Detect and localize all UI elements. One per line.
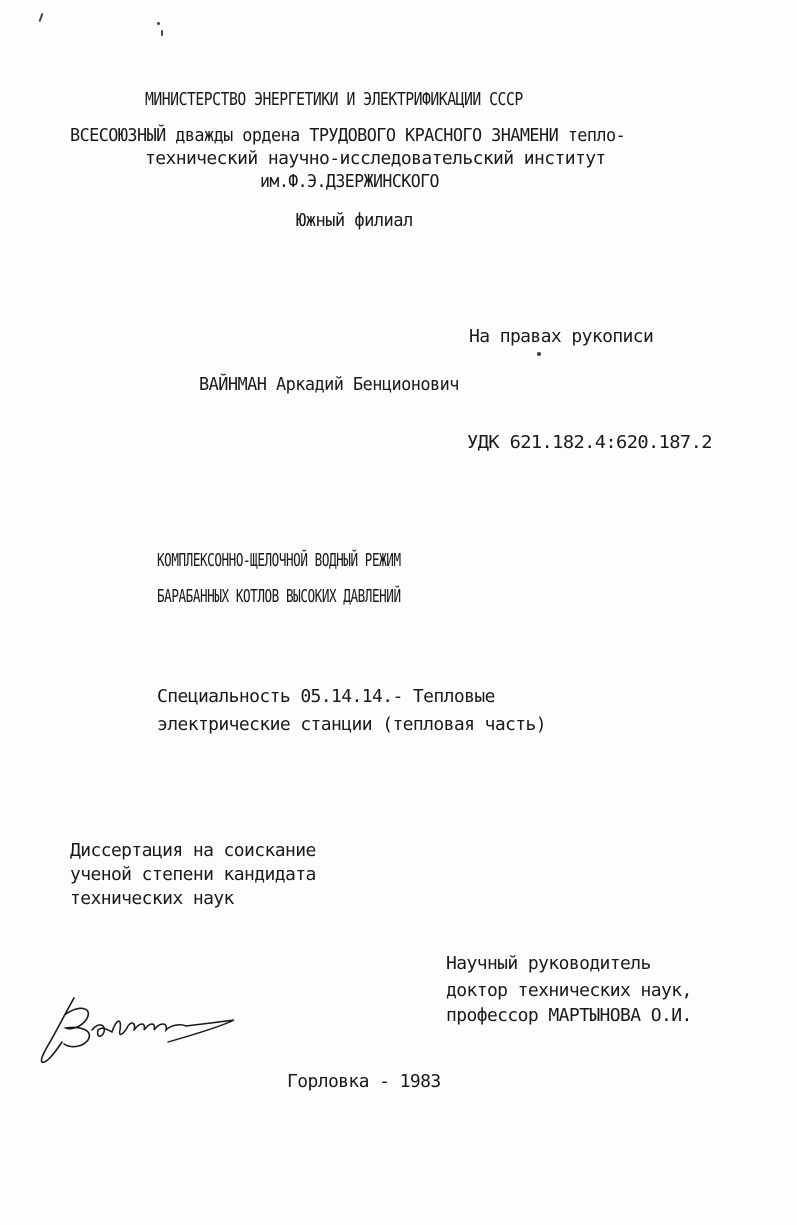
- branch-name: Южный филиал: [296, 210, 413, 231]
- scan-speck: [161, 30, 163, 36]
- scan-speck: [39, 13, 44, 22]
- institute-line-3: им.Ф.Э.ДЗЕРЖИНСКОГО: [260, 171, 439, 192]
- scan-speck: [157, 22, 160, 25]
- dissertation-title-line-2: БАРАБАННЫХ КОТЛОВ ВЫСОКИХ ДАВЛЕНИЙ: [157, 586, 401, 607]
- ministry-heading: МИНИСТЕРСТВО ЭНЕРГЕТИКИ И ЭЛЕКТРИФИКАЦИИ СССР: [145, 89, 523, 110]
- rights-note: На правах рукописи: [469, 326, 654, 347]
- author-name: ВАЙНМАН Аркадий Бенционович: [199, 374, 459, 395]
- specialty-line-1: Специальность 05.14.14.- Тепловые: [157, 686, 495, 707]
- supervisor-line-3: профессор МАРТЫНОВА О.И.: [446, 1005, 692, 1026]
- udc-code: УДК 621.182.4:620.187.2: [467, 432, 712, 453]
- institute-line-1: ВСЕСОЮЗНЫЙ дважды ордена ТРУДОВОГО КРАСНОГО ЗНАМЕНИ тепло-: [70, 125, 626, 146]
- scan-speck: [537, 352, 541, 356]
- city-year: Горловка - 1983: [287, 1071, 441, 1092]
- specialty-line-2: электрические станции (тепловая часть): [157, 714, 547, 735]
- supervisor-line-2: доктор технических наук,: [446, 980, 692, 1001]
- institute-line-2: технический научно-исследовательский институт: [145, 148, 606, 169]
- dissertation-note-line-3: технических наук: [70, 888, 234, 909]
- supervisor-line-1: Научный руководитель: [446, 953, 651, 974]
- dissertation-note-line-2: ученой степени кандидата: [70, 864, 316, 885]
- dissertation-note-line-1: Диссертация на соискание: [70, 840, 316, 861]
- handwritten-signature: [36, 990, 241, 1065]
- dissertation-title-line-1: КОМПЛЕКСОННО-ЩЕЛОЧНОЙ ВОДНЫЙ РЕЖИМ: [157, 550, 401, 571]
